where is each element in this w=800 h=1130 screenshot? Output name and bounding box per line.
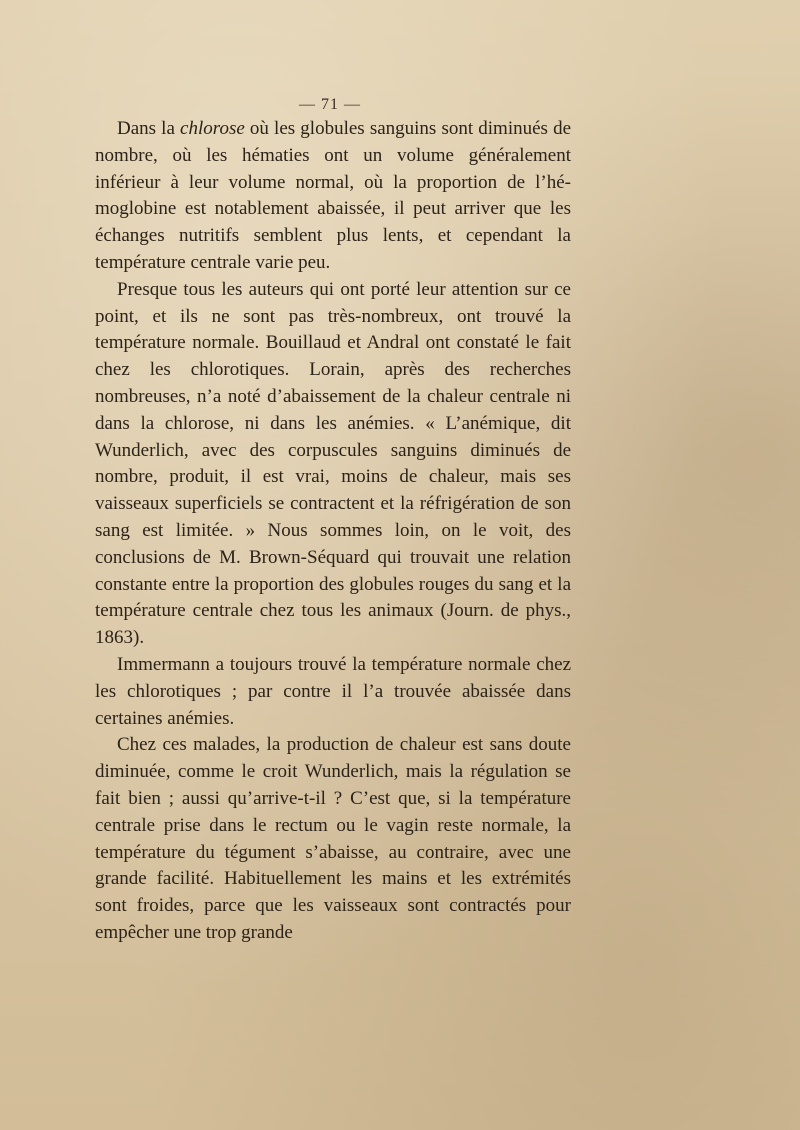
page-number: — 71 — <box>299 96 361 113</box>
paragraph-chlorose <box>95 116 571 277</box>
paragraph-temperature-normale: Presque tous les auteurs qui ont porté leur attention sur ce point, et ils ne sont pas très-nombreux, ont trouvé la température normale. Bouillaud et Andral ont constaté le fait chez les chlorotiques. Lorain, après des recherches nombreuses, n’a noté d’abaissement de la chaleur centrale ni dans la chlorose, ni dans les anémies. « L’anémique, dit Wunderlich, avec des corpuscules sanguins diminués de nombre, produit, il est vrai, moins de chaleur, mais ses vaisseaux superficiels se contractent et la réfrigération de son sang est limitée. » Nous sommes loin, on le voit, des conclusions de M. Brown-Séquard qui trouvait une relation constante entre la proportion des globules rouges du sang et la température centrale chez tous les animaux (Journ. de phys., 1863). <box>95 278 571 649</box>
paragraph-immermann: Immermann a toujours trouvé la température normale chez les chlorotiques ; par contre il l’a trouvée abaissée dans certaines anémies. <box>95 653 571 729</box>
paragraph-chlorose-rest: où les globules sanguins sont diminués de nombre, où les hématies ont un volume généralement inférieur à leur volume normal, où la proportion de l’hémoglobine est notablement abaissée, il peut arriver que les échanges nutritifs semblent plus lents, et cependant la température centrale varie peu. <box>95 118 572 273</box>
body-text <box>95 116 571 947</box>
italic-term-chlorose: chlorose <box>180 118 245 139</box>
paragraph-chlorose-lead: Dans la <box>117 118 181 139</box>
paragraph-regulation: Chez ces malades, la production de chaleur est sans doute diminuée, comme le croit Wunderlich, mais la régulation se fait bien ; aussi qu’arrive-t-il ? C’est que, si la température centrale prise dans le rectum ou le vagin reste normale, la température du tégument s’abaisse, au contraire, avec une grande facilité. Habituellement les mains et les extrémités sont froides, parce que les vaisseaux sont contractés pour empêcher une trop grande <box>95 734 571 943</box>
